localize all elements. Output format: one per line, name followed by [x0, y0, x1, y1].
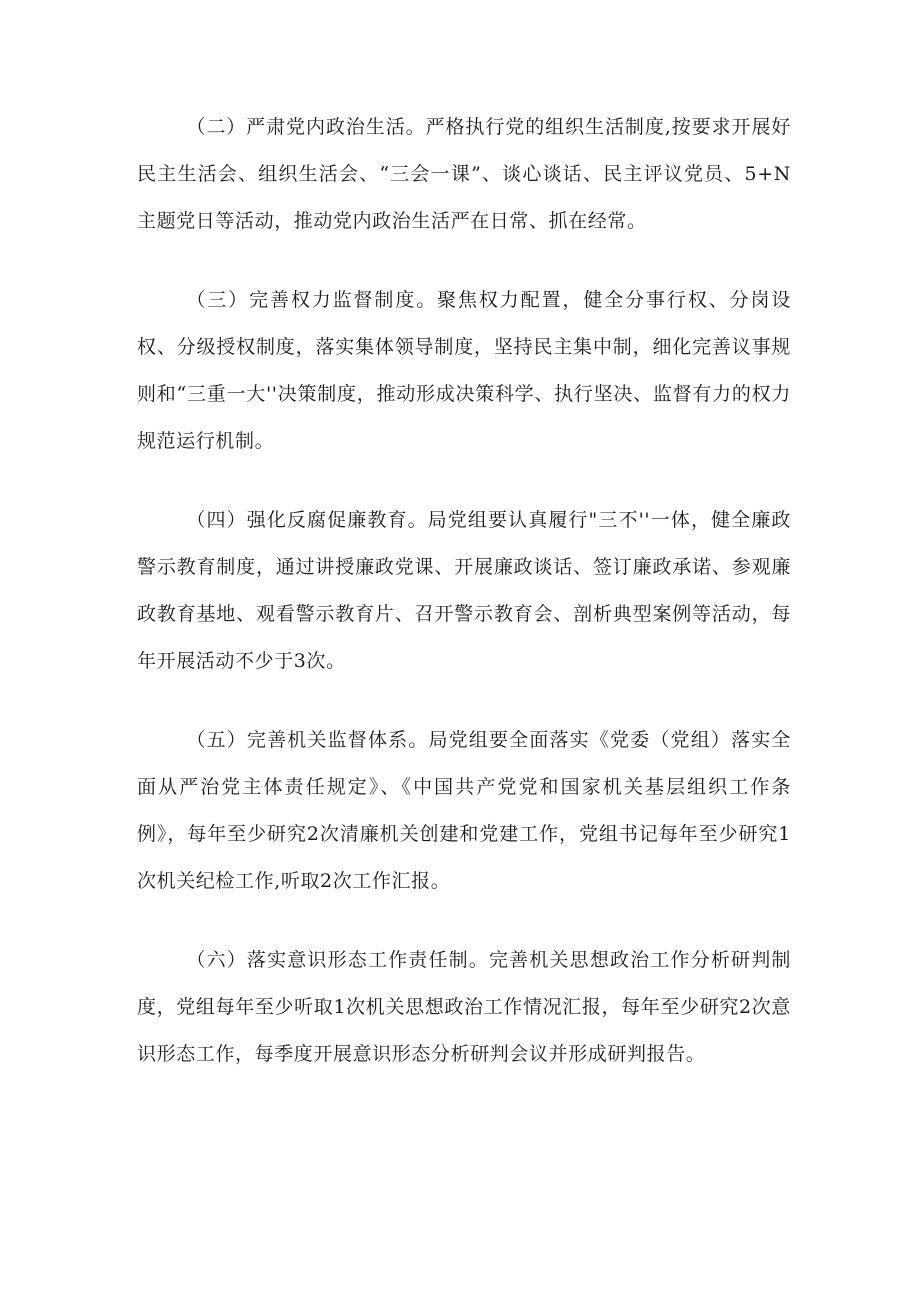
paragraph-supervision-system: （五）完善机关监督体系。局党组要全面落实《党委（党组）落实全面从严治党主体责任规定》、《中国共产党党和国家机关基层组织工作条例》，每年至少研究2次清廉机关创建和党建工作，党组书记每年至少研究1次机关纪检工作,听取2次工作汇报。	[137, 729, 791, 892]
paragraph-ideology-responsibility: （六）落实意识形态工作责任制。完善机关思想政治工作分析研判制度，党组每年至少听取1次机关思想政治工作情况汇报，每年至少研究2次意识形态工作，每季度开展意识形态分析研判会议并形成研判报告。	[137, 949, 791, 1065]
document-body	[137, 104, 791, 1110]
paragraph-strict-political-life: （二）严肃党内政治生活。严格执行党的组织生活制度,按要求开展好民主生活会、组织生活会、“三会一课”、谈心谈话、民主评议党员、5+N主题党日等活动，推动党内政治生活严在日常、抓在经常。	[137, 116, 791, 232]
paragraph-anti-corruption-education: （四）强化反腐促廉教育。局党组要认真履行"三不''一体，健全廉政警示教育制度，通过讲授廉政党课、开展廉政谈话、签订廉政承诺、参观廉政教育基地、观看警示教育片、召开警示教育会、剖析典型案例等活动，每年开展活动不少于3次。	[137, 509, 791, 672]
paragraph-power-supervision: （三）完善权力监督制度。聚焦权力配置，健全分事行权、分岗设权、分级授权制度，落实集体领导制度，坚持民主集中制，细化完善议事规则和“三重一大''决策制度，推动形成决策科学、执行坚决、监督有力的权力规范运行机制。	[137, 289, 791, 452]
